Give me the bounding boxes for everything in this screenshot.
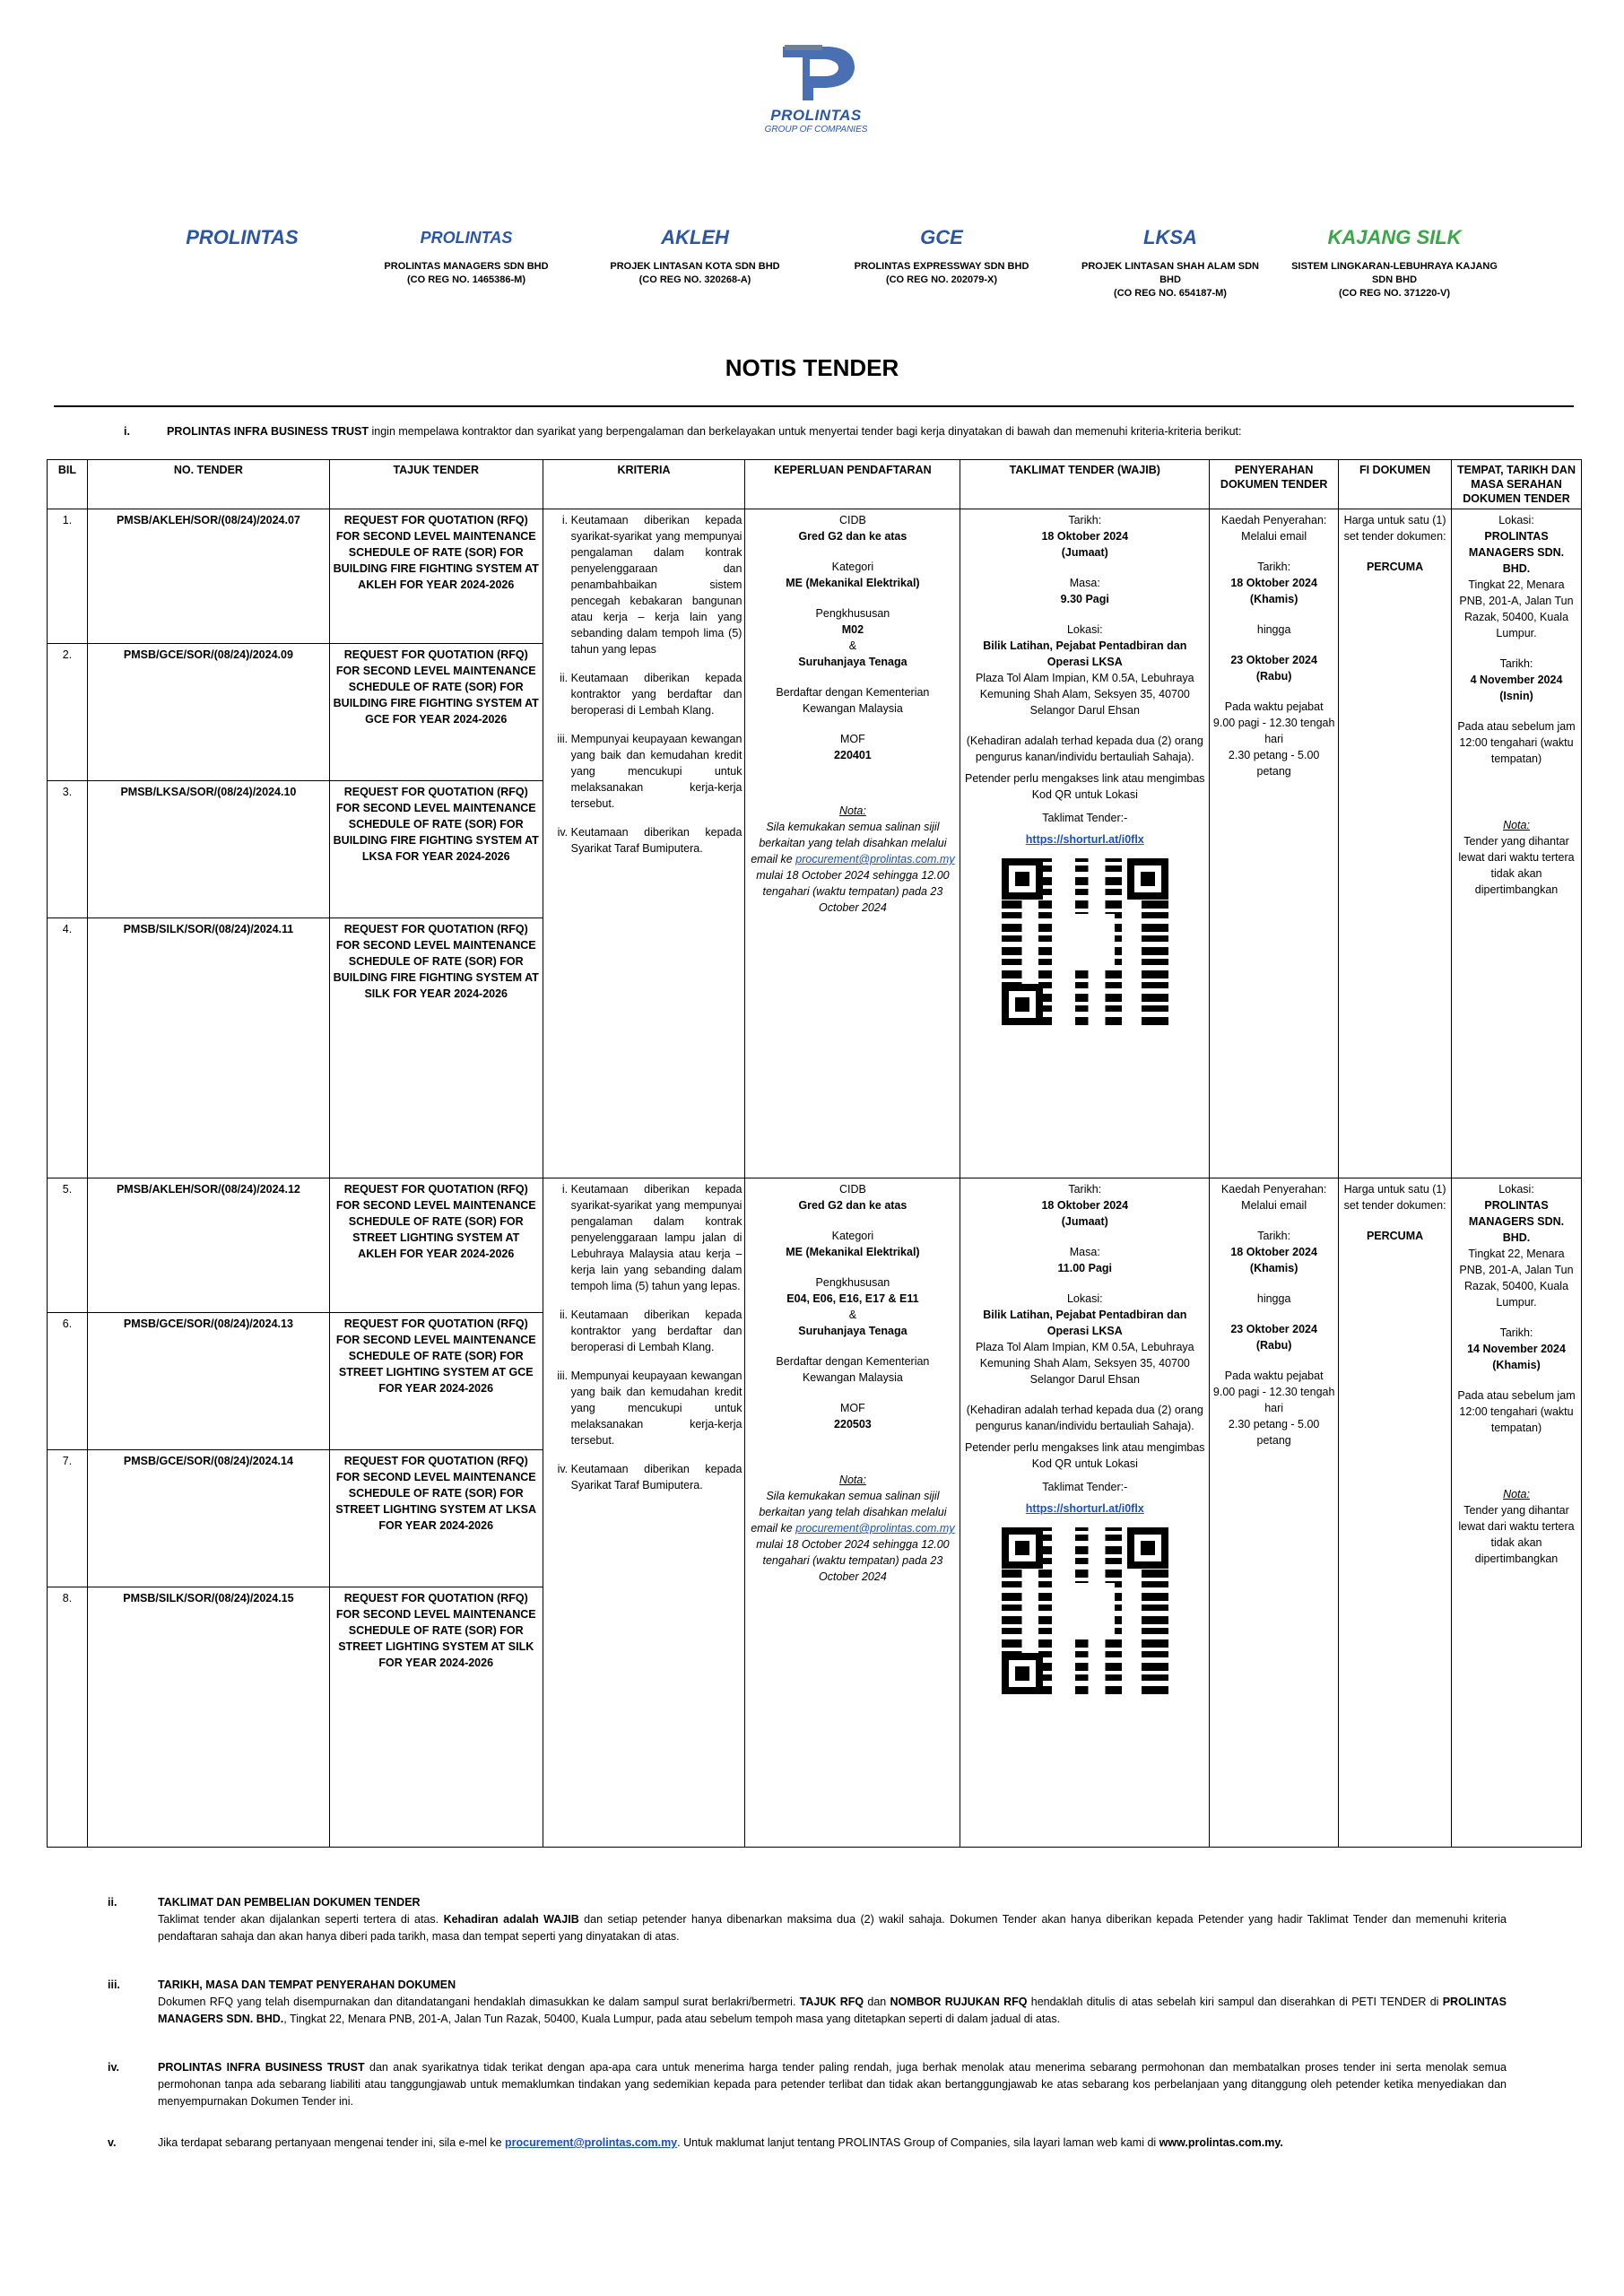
tender-table — [47, 459, 1582, 1848]
taklimat-link-label: Taklimat Tender:- — [1042, 812, 1128, 824]
cell-tajuk: REQUEST FOR QUOTATION (RFQ) FOR SECOND LEVEL MAINTENANCE SCHEDULE OF RATE (SOR) FOR STREET LIGHTING SYSTEM AT AKLEH FOR YEAR 2024-2026 — [329, 1178, 543, 1313]
company-prolintas-managers — [359, 215, 574, 287]
tempat-nota: Tender yang dihantar lewat dari waktu tertera tidak akan dipertimbangkan — [1458, 835, 1575, 896]
penyerahan-hari-akhir: (Rabu) — [1255, 1339, 1292, 1352]
cell-tajuk: REQUEST FOR QUOTATION (RFQ) FOR SECOND LEVEL MAINTENANCE SCHEDULE OF RATE (SOR) FOR BUILDING FIRE FIGHTING SYSTEM AT AKLEH FOR YEAR 2024-2026 — [329, 509, 543, 644]
nota-text: Sila kemukakan semua salinan sijil berkaitan yang telah disahkan melalui email ke — [751, 821, 947, 865]
penyerahan-tarikh-akhir: 23 Oktober 2024 — [1230, 654, 1317, 666]
header-bil: BIL — [48, 460, 88, 509]
cell-tajuk: REQUEST FOR QUOTATION (RFQ) FOR SECOND LEVEL MAINTENANCE SCHEDULE OF RATE (SOR) FOR BUILDING FIRE FIGHTING SYSTEM AT SILK FOR YEAR 2024-2026 — [329, 918, 543, 1178]
company-gce — [829, 215, 1054, 287]
cell-keperluan — [745, 1178, 960, 1848]
cell-fi — [1339, 509, 1452, 1178]
penyerahan-hari-akhir: (Rabu) — [1255, 670, 1292, 683]
cell-tempat — [1452, 1178, 1582, 1848]
header-fi: FI DOKUMEN — [1339, 460, 1452, 509]
company-lksa — [1081, 215, 1260, 300]
table-header-row — [48, 460, 1582, 509]
tempat-nota: Tender yang dihantar lewat dari waktu tertera tidak akan dipertimbangkan — [1458, 1504, 1575, 1565]
group-brand: PROLINTAS — [770, 107, 862, 124]
berdaftar-kkm: Berdaftar dengan Kementerian Kewangan Malaysia — [776, 1355, 930, 1384]
taklimat-petender: Petender perlu mengakses link atau mengimbas Kod QR untuk Lokasi — [965, 772, 1205, 801]
company-reg: (CO REG NO. 654187-M) — [1114, 288, 1227, 299]
cell-tajuk: REQUEST FOR QUOTATION (RFQ) FOR SECOND LEVEL MAINTENANCE SCHEDULE OF RATE (SOR) FOR STREET LIGHTING SYSTEM AT LKSA FOR YEAR 2024-2026 — [329, 1450, 543, 1587]
cell-no-tender: PMSB/AKLEH/SOR/(08/24)/2024.12 — [87, 1178, 329, 1313]
title-divider — [54, 405, 1574, 407]
taklimat-masa-label: Masa: — [1069, 577, 1100, 589]
taklimat-masa: 9.30 Pagi — [1060, 593, 1109, 605]
taklimat-petender: Petender perlu mengakses link atau mengimbas Kod QR untuk Lokasi — [965, 1441, 1205, 1470]
note-heading: TAKLIMAT DAN PEMBELIAN DOKUMEN TENDER — [158, 1896, 421, 1909]
intro-text — [167, 425, 1241, 438]
cell-no-tender: PMSB/SILK/SOR/(08/24)/2024.11 — [87, 918, 329, 1178]
kategori: ME (Mekanikal Elektrikal) — [786, 1246, 920, 1258]
note-number: v. — [108, 2136, 117, 2149]
fi-percuma: PERCUMA — [1366, 1230, 1424, 1242]
cell-penyerahan — [1210, 509, 1339, 1178]
page-title: NOTIS TENDER — [725, 354, 899, 381]
tempat-lokasi-label: Lokasi: — [1498, 1183, 1534, 1196]
header-tajuk: TAJUK TENDER — [329, 460, 543, 509]
cell-penyerahan — [1210, 1178, 1339, 1848]
company-brand: AKLEH — [661, 226, 729, 248]
ampersand: & — [848, 1309, 857, 1321]
penyerahan-sesi-petang: 2.30 petang - 5.00 petang — [1228, 749, 1320, 778]
intro-bold: PROLINTAS INFRA BUSINESS TRUST — [167, 425, 369, 438]
kategori-label: Kategori — [831, 561, 874, 573]
qr-logo-icon — [1055, 1583, 1115, 1639]
note-text: dan setiap petender hanya dibenarkan maksima dua (2) wakil sahaja. Dokumen Tender akan hanya diberikan kepada Petender yang hadir Taklimat Tender dan memenuhi kriteria pendaftaran sahaja dan akan hanya diberi pada tarikh, masa dan tempat seperti yang dinyatakan di atas. — [158, 1913, 1507, 1943]
qr-code-icon[interactable] — [1002, 858, 1168, 1025]
group-tagline: GROUP OF COMPANIES — [764, 125, 868, 135]
cidb-label: CIDB — [838, 514, 866, 526]
penyerahan-sesi-pagi: 9.00 pagi - 12.30 tengah hari — [1212, 1386, 1335, 1414]
company-logos — [139, 215, 1502, 327]
kriteria-item: ii. Keutamaan diberikan kepada kontraktor yang berdaftar dan beroperasi di Lembah Klang. — [571, 670, 743, 718]
intro-number: i. — [124, 425, 130, 438]
cell-keperluan — [745, 509, 960, 1178]
company-brand: PROLINTAS — [186, 226, 299, 248]
cell-tajuk: REQUEST FOR QUOTATION (RFQ) FOR SECOND LEVEL MAINTENANCE SCHEDULE OF RATE (SOR) FOR BUILDING FIRE FIGHTING SYSTEM AT GCE FOR YEAR 2024-2026 — [329, 644, 543, 781]
taklimat-lokasi: Bilik Latihan, Pejabat Pentadbiran dan Operasi LKSA — [983, 1309, 1187, 1337]
qr-code-icon[interactable] — [1002, 1527, 1168, 1694]
cell-fi — [1339, 1178, 1452, 1848]
cell-tajuk: REQUEST FOR QUOTATION (RFQ) FOR SECOND LEVEL MAINTENANCE SCHEDULE OF RATE (SOR) FOR BUILDING FIRE FIGHTING SYSTEM AT LKSA FOR YEAR 2024-2026 — [329, 781, 543, 918]
cell-no-tender: PMSB/GCE/SOR/(08/24)/2024.09 — [87, 644, 329, 781]
tempat-masa: Pada atau sebelum jam 12:00 tengahari (waktu tempatan) — [1457, 1389, 1576, 1434]
pengkhususan-label: Pengkhususan — [815, 607, 890, 620]
mof-label: MOF — [840, 733, 865, 745]
cell-tajuk: REQUEST FOR QUOTATION (RFQ) FOR SECOND LEVEL MAINTENANCE SCHEDULE OF RATE (SOR) FOR STREET LIGHTING SYSTEM AT SILK FOR YEAR 2024-2026 — [329, 1587, 543, 1848]
kriteria-item: i. Keutamaan diberikan kepada syarikat-syarikat yang mempunyai pengalaman dalam kontrak penyelenggaraan dan penambahbaikan sistem pencegah kebakaran bangunan atau kerja – kerja lain yang sebanding dalam tempoh lima (5) tahun yang lepas — [571, 512, 743, 657]
nota-text: Sila kemukakan semua salinan sijil berkaitan yang telah disahkan melalui email ke — [751, 1490, 947, 1535]
cell-taklimat — [960, 509, 1210, 1178]
ampersand: & — [848, 639, 857, 652]
procurement-email-link[interactable]: procurement@prolintas.com.my — [795, 853, 955, 865]
gred: Gred G2 dan ke atas — [798, 530, 908, 543]
penyerahan-tarikh: 18 Oktober 2024 — [1230, 1246, 1317, 1258]
taklimat-kehadiran: (Kehadiran adalah terhad kepada dua (2) orang pengurus kanan/individu bertauliah Sahaja). — [966, 1404, 1203, 1432]
fi-harga: Harga untuk satu (1) set tender dokumen: — [1343, 514, 1446, 543]
note-bold: PROLINTAS INFRA BUSINESS TRUST — [158, 2061, 365, 2074]
taklimat-tarikh: 18 Oktober 2024 — [1041, 530, 1129, 543]
penyerahan-waktu: Pada waktu pejabat — [1224, 1370, 1324, 1382]
nota-label: Nota: — [838, 1474, 866, 1486]
penyerahan-sesi-pagi: 9.00 pagi - 12.30 tengah hari — [1212, 717, 1335, 745]
company-brand: KAJANG SILK — [1327, 226, 1462, 248]
tempat-hari: (Khamis) — [1492, 1359, 1541, 1371]
note-text: dan anak syarikatnya tidak terikat dengan apa-apa cara untuk menerima harga tender paling rendah, juga berhak menolak atau menerima sebarang permohonan dan membatalkan proses tender ini serta menolak semua permohonan tanpa ada sebarang liabiliti atau tanggungjawab untuk memaklumkan tindakan yang sedemikian kepada para petender terlibat dan tidak akan bertanggungjawab ke atas sebarang kos perbelanjaan yang ditanggung oleh petender ketika menyediakan dan menyempurnakan Dokumen Tender ini. — [158, 2061, 1507, 2108]
note-text: Taklimat tender akan dijalankan seperti tertera di atas. — [158, 1913, 444, 1926]
note-text: Jika terdapat sebarang pertanyaan mengenai tender ini, sila e-mel ke — [158, 2136, 506, 2149]
taklimat-hari: (Jumaat) — [1061, 546, 1108, 559]
kategori-label: Kategori — [831, 1230, 874, 1242]
penyerahan-sesi-petang: 2.30 petang - 5.00 petang — [1228, 1418, 1320, 1447]
taklimat-tarikh: 18 Oktober 2024 — [1041, 1199, 1129, 1212]
tempat-nota-label: Nota: — [1503, 1488, 1530, 1500]
tempat-nota-label: Nota: — [1503, 819, 1530, 831]
table-row — [48, 1178, 1582, 1313]
cell-bil: 7. — [48, 1450, 88, 1587]
penyerahan-hari: (Khamis) — [1249, 1262, 1298, 1274]
taklimat-lokasi: Bilik Latihan, Pejabat Pentadbiran dan Operasi LKSA — [983, 639, 1187, 668]
taklimat-link[interactable]: https://shorturl.at/i0flx — [1025, 1502, 1144, 1515]
tempat-tarikh-label: Tarikh: — [1499, 657, 1533, 670]
contact-email-link[interactable]: procurement@prolintas.com.my — [505, 2136, 678, 2149]
kriteria-item: iv. Keutamaan diberikan kepada Syarikat Taraf Bumiputera. — [571, 1461, 743, 1493]
note-text: dan — [864, 1996, 890, 2008]
tempat-hari: (Isnin) — [1499, 690, 1533, 702]
pengkhususan: M02 — [841, 623, 864, 636]
cell-bil: 3. — [48, 781, 88, 918]
note-text: , Tingkat 22, Menara PNB, 201-A, Jalan Tun Razak, 50400, Kuala Lumpur, pada atau sebelum tempoh masa yang ditetapkan seperti di dalam jadual di atas. — [283, 2013, 1061, 2025]
prolintas-group-logo — [753, 38, 879, 144]
header-kriteria: KRITERIA — [543, 460, 745, 509]
penyerahan-hari: (Khamis) — [1249, 593, 1298, 605]
cell-no-tender: PMSB/GCE/SOR/(08/24)/2024.14 — [87, 1450, 329, 1587]
taklimat-link[interactable]: https://shorturl.at/i0flx — [1025, 833, 1144, 846]
tempat-lokasi-label: Lokasi: — [1498, 514, 1534, 526]
cell-tajuk: REQUEST FOR QUOTATION (RFQ) FOR SECOND LEVEL MAINTENANCE SCHEDULE OF RATE (SOR) FOR STREET LIGHTING SYSTEM AT GCE FOR YEAR 2024-2026 — [329, 1313, 543, 1450]
cidb-label: CIDB — [838, 1183, 866, 1196]
note-bold: Kehadiran adalah WAJIB — [443, 1913, 579, 1926]
kriteria-item: iii. Mempunyai keupayaan kewangan yang baik dan kemudahan kredit yang mencukupi untuk melaksanakan kerja-kerja tersebut. — [571, 1368, 743, 1448]
kriteria-item: ii. Keutamaan diberikan kepada kontraktor yang berdaftar dan beroperasi di Lembah Klang. — [571, 1307, 743, 1355]
tempat-tarikh: 14 November 2024 — [1467, 1343, 1566, 1355]
mof-code: 220503 — [834, 1418, 872, 1431]
note-number: ii. — [108, 1896, 117, 1909]
taklimat-tarikh-label: Tarikh: — [1068, 514, 1102, 526]
cell-no-tender: PMSB/GCE/SOR/(08/24)/2024.13 — [87, 1313, 329, 1450]
penyerahan-tarikh-label: Tarikh: — [1257, 1230, 1291, 1242]
header-keperluan: KEPERLUAN PENDAFTARAN — [745, 460, 960, 509]
company-reg: (CO REG NO. 320268-A) — [638, 274, 751, 285]
company-reg: (CO REG NO. 371220-V) — [1338, 288, 1451, 299]
taklimat-kehadiran: (Kehadiran adalah terhad kepada dua (2) orang pengurus kanan/individu bertauliah Sahaja). — [966, 735, 1203, 763]
kriteria-item: iii. Mempunyai keupayaan kewangan yang baik dan kemudahan kredit yang mencukupi untuk melaksanakan kerja-kerja tersebut. — [571, 731, 743, 812]
kriteria-item: iv. Keutamaan diberikan kepada Syarikat Taraf Bumiputera. — [571, 824, 743, 857]
note-number: iii. — [108, 1979, 120, 1991]
fi-percuma: PERCUMA — [1366, 561, 1424, 573]
tempat-syarikat: PROLINTAS MANAGERS SDN. BHD. — [1468, 1199, 1565, 1244]
note-bold: NOMBOR RUJUKAN RFQ — [890, 1996, 1028, 2008]
taklimat-masa: 11.00 Pagi — [1057, 1262, 1113, 1274]
tempat-alamat: Tingkat 22, Menara PNB, 201-A, Jalan Tun Razak, 50400, Kuala Lumpur. — [1459, 1248, 1574, 1309]
kategori: ME (Mekanikal Elektrikal) — [786, 577, 920, 589]
pengkhususan: E04, E06, E16, E17 & E11 — [786, 1292, 919, 1305]
cell-bil: 4. — [48, 918, 88, 1178]
cell-taklimat — [960, 1178, 1210, 1848]
company-name: SISTEM LINGKARAN-LEBUHRAYA KAJANG SDN BHD — [1291, 261, 1498, 285]
tempat-syarikat: PROLINTAS MANAGERS SDN. BHD. — [1468, 530, 1565, 575]
cell-bil: 8. — [48, 1587, 88, 1848]
header-no-tender: NO. TENDER — [87, 460, 329, 509]
mof-code: 220401 — [834, 749, 872, 761]
kriteria-item: i. Keutamaan diberikan kepada syarikat-syarikat yang mempunyai pengalaman dalam kontrak penyelenggaraan lampu jalan di Lebuhraya Malaysia atau kerja – kerja lain yang sebanding dalam tempoh lima (5) tahun yang lepas. — [571, 1181, 743, 1294]
company-reg: (CO REG NO. 1465386-M) — [406, 274, 526, 285]
note-text: hendaklah ditulis di atas sebelah kiri sampul dan diserahkan di PETI TENDER di — [1027, 1996, 1443, 2008]
nota-text: mulai 18 October 2024 sehingga 12.00 tengahari (waktu tempatan) pada 23 October 2024 — [756, 869, 950, 914]
note-text: . Untuk maklumat lanjut tentang PROLINTAS Group of Companies, sila layari laman web kami di — [677, 2136, 1159, 2149]
cell-bil: 1. — [48, 509, 88, 644]
prolintas-emblem-icon — [767, 38, 865, 102]
note-bold: TAJUK RFQ — [799, 1996, 864, 2008]
cell-kriteria — [543, 509, 745, 1178]
mof-label: MOF — [840, 1402, 865, 1414]
cell-no-tender: PMSB/AKLEH/SOR/(08/24)/2024.07 — [87, 509, 329, 644]
gred: Gred G2 dan ke atas — [798, 1199, 908, 1212]
website-link[interactable]: www.prolintas.com.my. — [1159, 2136, 1283, 2149]
taklimat-masa-label: Masa: — [1069, 1246, 1100, 1258]
tempat-masa: Pada atau sebelum jam 12:00 tengahari (waktu tempatan) — [1457, 720, 1576, 765]
taklimat-alamat: Plaza Tol Alam Impian, KM 0.5A, Lebuhraya Kemuning Shah Alam, Seksyen 35, 40700 Selangor Darul Ehsan — [975, 1341, 1194, 1386]
taklimat-link-label: Taklimat Tender:- — [1042, 1481, 1128, 1493]
penyerahan-hingga: hingga — [1256, 1292, 1291, 1305]
company-name: PROLINTAS MANAGERS SDN BHD — [384, 261, 549, 272]
company-name: PROJEK LINTASAN KOTA SDN BHD — [610, 261, 780, 272]
procurement-email-link[interactable]: procurement@prolintas.com.my — [795, 1522, 955, 1535]
company-silk — [1287, 215, 1502, 300]
kaedah-penyerahan: Kaedah Penyerahan: Melalui email — [1220, 514, 1327, 543]
header-tempat: TEMPAT, TARIKH DAN MASA SERAHAN DOKUMEN TENDER — [1452, 460, 1582, 509]
company-brand: LKSA — [1143, 226, 1197, 248]
penyerahan-tarikh: 18 Oktober 2024 — [1230, 577, 1317, 589]
taklimat-alamat: Plaza Tol Alam Impian, KM 0.5A, Lebuhraya Kemuning Shah Alam, Seksyen 35, 40700 Selangor Darul Ehsan — [975, 672, 1194, 717]
nota-text: mulai 18 October 2024 sehingga 12.00 tengahari (waktu tempatan) pada 23 October 2024 — [756, 1538, 950, 1583]
company-brand: GCE — [920, 226, 963, 248]
company-prolintas-infra — [139, 215, 345, 260]
taklimat-hari: (Jumaat) — [1061, 1215, 1108, 1228]
company-akleh — [587, 215, 803, 287]
penyerahan-tarikh-akhir: 23 Oktober 2024 — [1230, 1323, 1317, 1335]
suruhanjaya-tenaga: Suruhanjaya Tenaga — [798, 656, 908, 668]
note-bold: PROLINTAS MANAGERS SDN. BHD. — [158, 1996, 1507, 2025]
taklimat-lokasi-label: Lokasi: — [1066, 1292, 1103, 1305]
company-brand: PROLINTAS — [420, 229, 513, 247]
note-heading: TARIKH, MASA DAN TEMPAT PENYERAHAN DOKUMEN — [158, 1979, 456, 1991]
table-row — [48, 509, 1582, 644]
company-name: PROJEK LINTASAN SHAH ALAM SDN BHD — [1081, 261, 1259, 285]
company-reg: (CO REG NO. 202079-X) — [885, 274, 998, 285]
company-name: PROLINTAS EXPRESSWAY SDN BHD — [854, 261, 1029, 272]
pengkhususan-label: Pengkhususan — [815, 1276, 890, 1289]
cell-bil: 5. — [48, 1178, 88, 1313]
berdaftar-kkm: Berdaftar dengan Kementerian Kewangan Malaysia — [776, 686, 930, 715]
header-taklimat: TAKLIMAT TENDER (WAJIB) — [960, 460, 1210, 509]
cell-bil: 6. — [48, 1313, 88, 1450]
cell-no-tender: PMSB/SILK/SOR/(08/24)/2024.15 — [87, 1587, 329, 1848]
tempat-tarikh-label: Tarikh: — [1499, 1326, 1533, 1339]
qr-logo-icon — [1055, 914, 1115, 970]
fi-harga: Harga untuk satu (1) set tender dokumen: — [1343, 1183, 1446, 1212]
penyerahan-waktu: Pada waktu pejabat — [1224, 700, 1324, 713]
taklimat-tarikh-label: Tarikh: — [1068, 1183, 1102, 1196]
cell-no-tender: PMSB/LKSA/SOR/(08/24)/2024.10 — [87, 781, 329, 918]
cell-tempat — [1452, 509, 1582, 1178]
note-number: iv. — [108, 2061, 119, 2074]
tempat-tarikh: 4 November 2024 — [1470, 674, 1563, 686]
cell-kriteria — [543, 1178, 745, 1848]
taklimat-lokasi-label: Lokasi: — [1066, 623, 1103, 636]
cell-bil: 2. — [48, 644, 88, 781]
kaedah-penyerahan: Kaedah Penyerahan: Melalui email — [1220, 1183, 1327, 1212]
penyerahan-tarikh-label: Tarikh: — [1257, 561, 1291, 573]
tempat-alamat: Tingkat 22, Menara PNB, 201-A, Jalan Tun Razak, 50400, Kuala Lumpur. — [1459, 578, 1574, 639]
header-penyerahan: PENYERAHAN DOKUMEN TENDER — [1210, 460, 1339, 509]
suruhanjaya-tenaga: Suruhanjaya Tenaga — [798, 1325, 908, 1337]
intro-body: ingin mempelawa kontraktor dan syarikat yang berpengalaman dan berkelayakan untuk menyertai tender bagi kerja dinyatakan di bawah dan memenuhi kriteria-kriteria berikut: — [369, 425, 1242, 438]
nota-label: Nota: — [838, 804, 866, 817]
penyerahan-hingga: hingga — [1256, 623, 1291, 636]
note-text: Dokumen RFQ yang telah disempurnakan dan ditandatangani hendaklah dimasukkan ke dalam sampul surat berlakri/bermetri. — [158, 1996, 800, 2008]
